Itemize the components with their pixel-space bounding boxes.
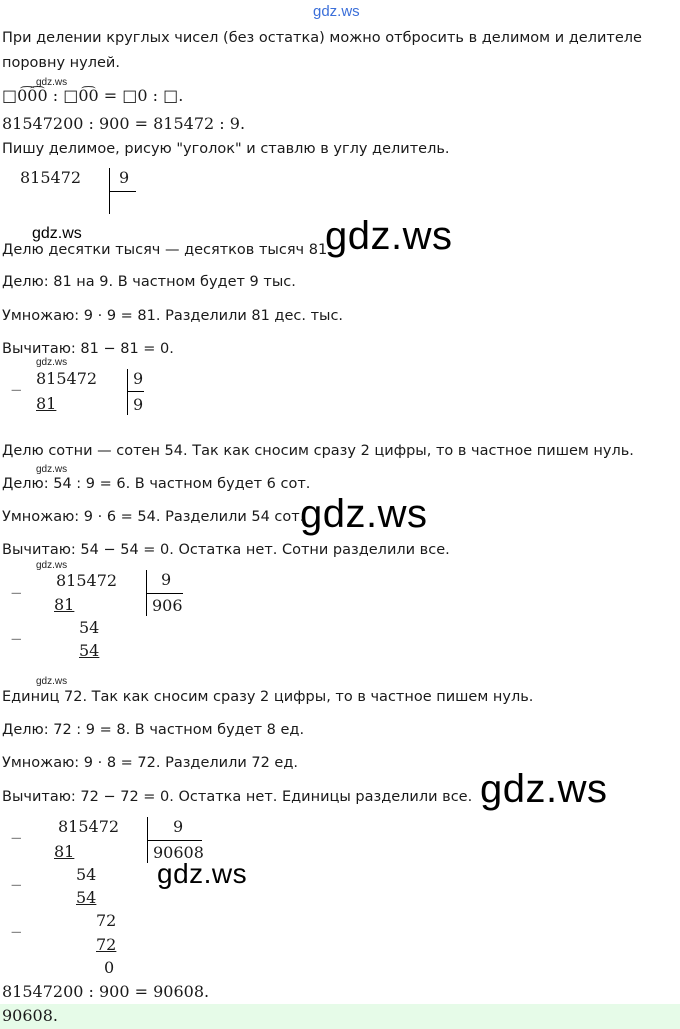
layout2-dividend: 815472: [56, 571, 118, 590]
answer-highlight: [0, 1004, 680, 1029]
layout3-subtrahend-2: 54: [76, 888, 97, 907]
layout2-quotient: 906: [152, 596, 183, 615]
layout1-dividend: 815472: [36, 369, 98, 388]
layout3-remainder-1: 54: [76, 865, 97, 884]
step1-line-b: Делю: 81 на 9. В частном будет 9 тыс.: [2, 274, 296, 290]
step1-line-d: Вычитаю: 81 − 81 = 0.: [2, 341, 174, 357]
watermark-small: gdz.ws: [36, 357, 68, 368]
answer-value: 90608.: [2, 1006, 58, 1025]
reduction-formula: 81547200 : 900 = 815472 : 9.: [2, 114, 246, 133]
watermark-big: gdz.ws: [325, 214, 453, 258]
layout1-corner-horizontal: [128, 391, 144, 392]
intro-line-2: поровну нулей.: [2, 55, 120, 71]
intro-line-1: При делении круглых чисел (без остатка) можно отбросить в делимом и делителе: [2, 30, 642, 46]
watermark-big: gdz.ws: [157, 858, 248, 889]
layout1-quotient: 9: [133, 395, 144, 414]
layout3-dividend: 815472: [58, 817, 120, 836]
result-equation: 81547200 : 900 = 90608.: [2, 982, 210, 1001]
step2-line-a: Делю сотни — сотен 54. Так как сносим сразу 2 цифры, то в частное пишем нуль.: [2, 443, 634, 459]
layout2-divisor: 9: [161, 570, 172, 589]
watermark-small: gdz.ws: [36, 676, 68, 687]
minus-sign: −: [10, 381, 23, 399]
layout3-final-remainder: 0: [104, 958, 115, 977]
step3-line-b: Делю: 72 : 9 = 8. В частном будет 8 ед.: [2, 722, 305, 738]
layout2-subtrahend-1: 81: [54, 595, 75, 614]
layout3-quotient: 90608: [153, 843, 204, 862]
layout2-subtrahend-2: 54: [79, 641, 100, 660]
layout3-corner-horizontal: [148, 840, 202, 841]
step3-line-d: Вычитаю: 72 − 72 = 0. Остатка нет. Единицы разделили все.: [2, 789, 473, 805]
step2-line-d: Вычитаю: 54 − 54 = 0. Остатка нет. Сотни разделили все.: [2, 542, 450, 558]
watermark-big: gdz.ws: [480, 767, 608, 811]
minus-sign: −: [10, 584, 23, 602]
layout3-subtrahend-3: 72: [96, 935, 117, 954]
rule-formula: □0͡0͡0 : □0͡0 = □0 : □.: [2, 86, 184, 105]
minus-sign: −: [10, 829, 23, 847]
layout3-subtrahend-1: 81: [54, 842, 75, 861]
watermark-small: gdz.ws: [36, 560, 68, 571]
watermark-small: gdz.ws: [36, 77, 68, 88]
minus-sign: −: [10, 923, 23, 941]
layout1-corner-vertical: [127, 369, 128, 415]
step2-line-c: Умножаю: 9 · 6 = 54. Разделили 54 сот.: [2, 509, 305, 525]
layout1-divisor: 9: [133, 369, 144, 388]
step3-line-c: Умножаю: 9 · 8 = 72. Разделили 72 ед.: [2, 755, 298, 771]
layout1-subtrahend: 81: [36, 394, 57, 413]
step1-line-a: Делю десятки тысяч — десятков тысяч 81.: [2, 242, 332, 258]
minus-sign: −: [10, 876, 23, 894]
watermark-medium: gdz.ws: [32, 225, 82, 242]
minus-sign: −: [10, 630, 23, 648]
layout2-corner-horizontal: [147, 593, 183, 594]
layout3-divisor: 9: [173, 817, 184, 836]
step2-line-b: Делю: 54 : 9 = 6. В частном будет 6 сот.: [2, 476, 311, 492]
watermark-big: gdz.ws: [300, 492, 428, 536]
layout3-remainder-2: 72: [96, 911, 117, 930]
watermark-top: gdz.ws: [313, 3, 360, 20]
step3-line-a: Единиц 72. Так как сносим сразу 2 цифры, то в частное пишем нуль.: [2, 689, 534, 705]
step1-line-c: Умножаю: 9 · 9 = 81. Разделили 81 дес. тыс.: [2, 308, 344, 324]
setup-corner-horizontal: [110, 191, 136, 192]
layout2-remainder-1: 54: [79, 618, 100, 637]
setup-divisor: 9: [119, 168, 130, 187]
setup-text: Пишу делимое, рисую "уголок" и ставлю в углу делитель.: [2, 141, 450, 157]
watermark-small: gdz.ws: [36, 464, 68, 475]
setup-dividend: 815472: [20, 168, 82, 187]
